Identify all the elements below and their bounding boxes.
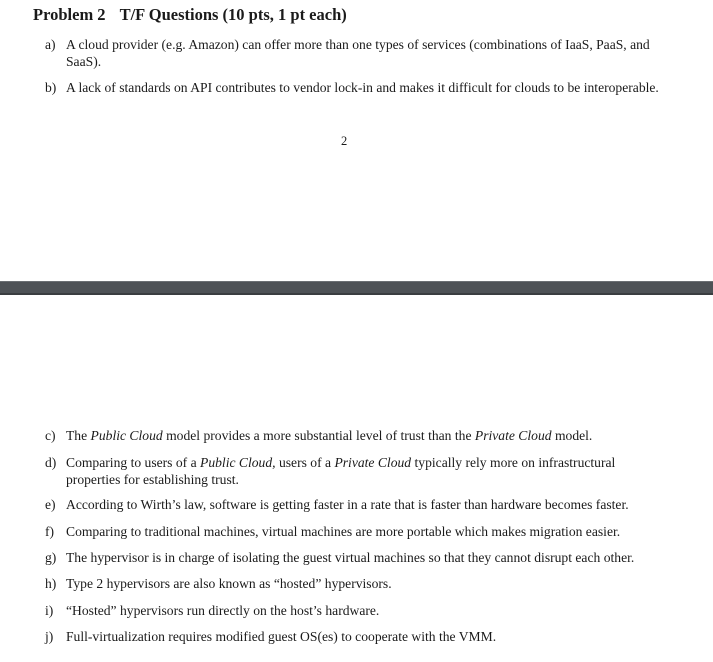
question-label: e) [45, 497, 56, 512]
question-label: b) [45, 80, 57, 95]
question-text: A lack of standards on API contributes to vendor lock-in and makes it difficult for clouds to be interoperable. [66, 80, 659, 95]
question-f [45, 523, 666, 540]
question-c [45, 427, 666, 444]
page-number: 2 [341, 134, 348, 148]
question-label: c) [45, 428, 56, 443]
question-h [45, 575, 666, 592]
question-e [45, 496, 666, 513]
problem-title: T/F Questions (10 pts, 1 pt each) [119, 5, 347, 24]
question-label: j) [45, 629, 54, 644]
question-label: d) [45, 455, 57, 470]
question-a [45, 36, 666, 70]
problem-heading [33, 5, 347, 25]
page-break-divider [0, 281, 713, 295]
problem-number: Problem 2 [33, 5, 106, 24]
question-label: i) [45, 603, 54, 618]
question-text: According to Wirth’s law, software is getting faster in a rate that is faster than hardware becomes faster. [66, 497, 629, 512]
question-text: Comparing to traditional machines, virtual machines are more portable which makes migration easier. [66, 524, 621, 539]
question-label: a) [45, 37, 56, 52]
question-label: g) [45, 550, 57, 565]
question-d [45, 454, 666, 488]
question-text: Type 2 hypervisors are also known as “hosted” hypervisors. [66, 576, 392, 591]
question-b [45, 79, 666, 96]
question-g [45, 549, 666, 566]
question-text: The Public Cloud model provides a more substantial level of trust than the Private Cloud model. [66, 428, 593, 443]
question-j [45, 628, 666, 645]
question-label: h) [45, 576, 57, 591]
question-label: f) [45, 524, 55, 539]
question-text: A cloud provider (e.g. Amazon) can offer more than one types of services (combinations of IaaS, PaaS, and SaaS). [66, 37, 650, 69]
question-text: Comparing to users of a Public Cloud, users of a Private Cloud typically rely more on infrastructural properties for establishing trust. [66, 455, 616, 487]
question-text: The hypervisor is in charge of isolating the guest virtual machines so that they cannot disrupt each other. [66, 550, 635, 565]
question-text: “Hosted” hypervisors run directly on the host’s hardware. [66, 603, 380, 618]
question-i [45, 602, 666, 619]
question-text: Full-virtualization requires modified guest OS(es) to cooperate with the VMM. [66, 629, 497, 644]
